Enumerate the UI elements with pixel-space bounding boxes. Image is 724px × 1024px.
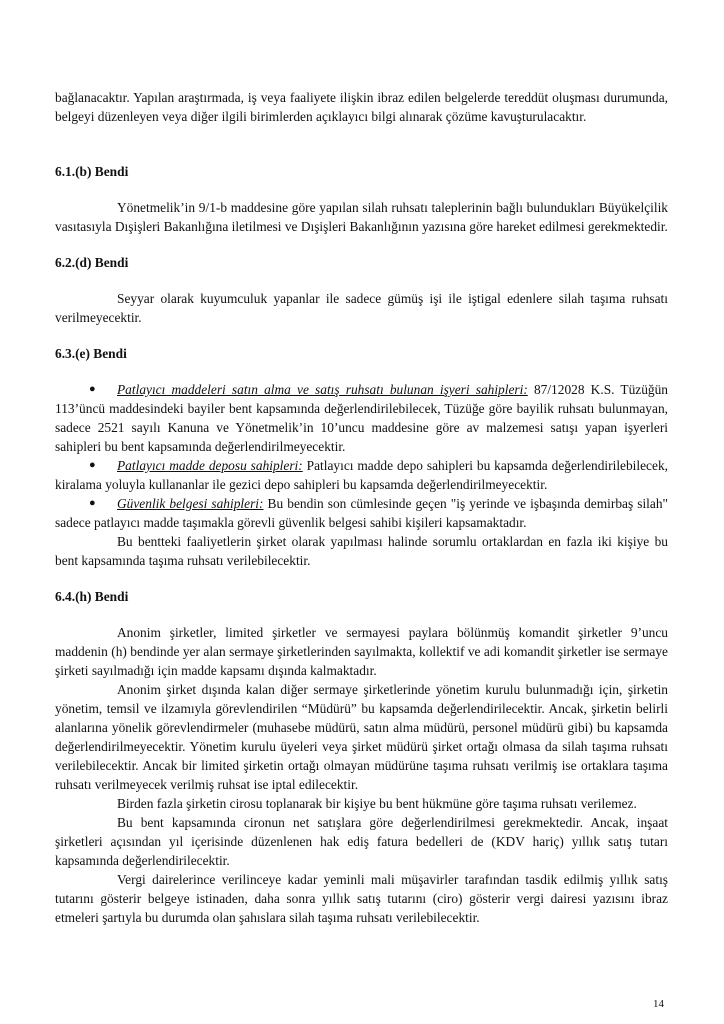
- section-6-4-paragraph-5: Vergi dairelerince verilinceye kadar yeminli mali müşavirler tarafından tasdik edilmiş yıllık satış tutarını gösterir belgeye istinaden, daha sonra yıllık satış tutarını (ciro) gösterir vergi dairesi yazısını ibraz etmeleri şartıyla bu durumda olan şahıslara silah taşıma ruhsatı verilebilecektir.: [55, 872, 668, 925]
- page-number: 14: [653, 998, 664, 1010]
- bullet-icon: ●: [89, 459, 96, 471]
- section-6-4-paragraph-1: Anonim şirketler, limited şirketler ve sermayesi paylara bölünmüş komandit şirketler 9’uncu maddenin (h) bendinde yer alan sermaye şirketlerinden sayılmakta, kollektif ve adi komandit şirketler ise sermaye şirketi sayılmadığı için madde kapsamı dışında kalmaktadır.: [55, 625, 668, 678]
- section-6-4-paragraph-3: Birden fazla şirketin cirosu toplanarak bir kişiye bu bent hükmüne göre taşıma ruhsatı verilemez.: [117, 796, 637, 811]
- bullet-item: [55, 380, 668, 456]
- bullet-label: Güvenlik belgesi sahipleri:: [117, 496, 264, 511]
- bullet-icon: ●: [89, 497, 96, 509]
- section-6-3-bullet-list: [55, 380, 668, 532]
- section-6-4-paragraph-2: Anonim şirket dışında kalan diğer sermaye şirketlerinde yönetim kurulu bulunmadığı için, şirketin yönetim, temsil ve ilzamıyla görevlendirilen “Müdürü” bu kapsamda değerlendirilecektir. Ancak, şirketin belirli alanlarına yönelik görevlendirmeler (muhasebe müdürü, satın alma müdürü, personel müdürü gibi) bu kapsamda değerlendirilmeyecektir. Yönetim kurulu üyeleri veya şirket müdürü şirket ortağı olmasa da silah taşıma ruhsatı verilebilecektir. Ancak bir limited şirketin ortağı olmayan müdürüne taşıma ruhsatı verilmiş ise ortaklara taşıma ruhsatı verilmeyecek verilmiş ruhsat ise iptal edilecektir.: [55, 682, 668, 792]
- bullet-label: Patlayıcı madde deposu sahipleri:: [117, 458, 303, 473]
- section-6-2-paragraph: Seyyar olarak kuyumculuk yapanlar ile sadece gümüş işi ile iştigal edenlere silah taşıma ruhsatı verilmeyecektir.: [55, 291, 668, 325]
- document-page: [55, 88, 668, 927]
- section-6-1-heading: 6.1.(b) Bendi: [55, 164, 129, 179]
- section-6-4-paragraph-4: Bu bent kapsamında cironun net satışlara göre değerlendirilmesi gerekmektedir. Ancak, inşaat şirketleri açısından yıl içerisinde düzenlenen hak ediş fatura bedelleri de (KDV hariç) yıllık satış tutarı kapsamında değerlendirilecektir.: [55, 815, 668, 868]
- bullet-icon: ●: [89, 383, 96, 395]
- bullet-label: Patlayıcı maddeleri satın alma ve satış ruhsatı bulunan işyeri sahipleri:: [117, 382, 528, 397]
- section-6-3-heading: 6.3.(e) Bendi: [55, 346, 127, 361]
- bullet-text: Bu bendin son cümlesinde geçen "iş yerinde ve işbaşında demirbaş silah" sadece patlayıcı madde taşımakla görevli güvenlik belgesi sahibi kişileri kapsamaktadır.: [55, 496, 668, 530]
- bullet-text: 87/12028 K.S. Tüzüğün 113’üncü maddesindeki bayiler bent kapsamında değerlendirilebilecek, Tüzüğe göre bayilik ruhsatı bulunmayan, sadece 2521 sayılı Kanuna ve Yönetmelik’in 10’uncu maddesine göre av malzemesi satışı yapan işyerleri sahipleri bu bent kapsamında değerlendirilmeyecektir.: [55, 382, 668, 454]
- section-6-1-paragraph: Yönetmelik’in 9/1-b maddesine göre yapılan silah ruhsatı taleplerinin bağlı bulundukları Büyükelçilik vasıtasıyla Dışişleri Bakanlığına iletilmesi ve Dışişleri Bakanlığının yazısına göre hareket edilmesi gerekmektedir.: [55, 200, 668, 234]
- bullet-text: Patlayıcı madde depo sahipleri bu kapsamda değerlendirilebilecek, kiralama yoluyla kullananlar ile gezici depo sahipleri bu kapsamda değerlendirilmeyecektir.: [55, 458, 668, 492]
- section-6-3-paragraph: Bu bentteki faaliyetlerin şirket olarak yapılması halinde sorumlu ortaklardan en fazla iki kişiye bu bent kapsamında taşıma ruhsatı verilebilecektir.: [55, 534, 668, 568]
- intro-paragraph: bağlanacaktır. Yapılan araştırmada, iş veya faaliyete ilişkin ibraz edilen belgelerde tereddüt oluşması durumunda, belgeyi düzenleyen veya diğer ilgili birimlerden açıklayıcı bilgi alınarak çözüme kavuşturulacaktır.: [55, 90, 668, 124]
- section-6-2-heading: 6.2.(d) Bendi: [55, 255, 129, 270]
- section-6-4-heading: 6.4.(h) Bendi: [55, 589, 129, 604]
- bullet-item: [55, 456, 668, 494]
- bullet-item: [55, 494, 668, 532]
